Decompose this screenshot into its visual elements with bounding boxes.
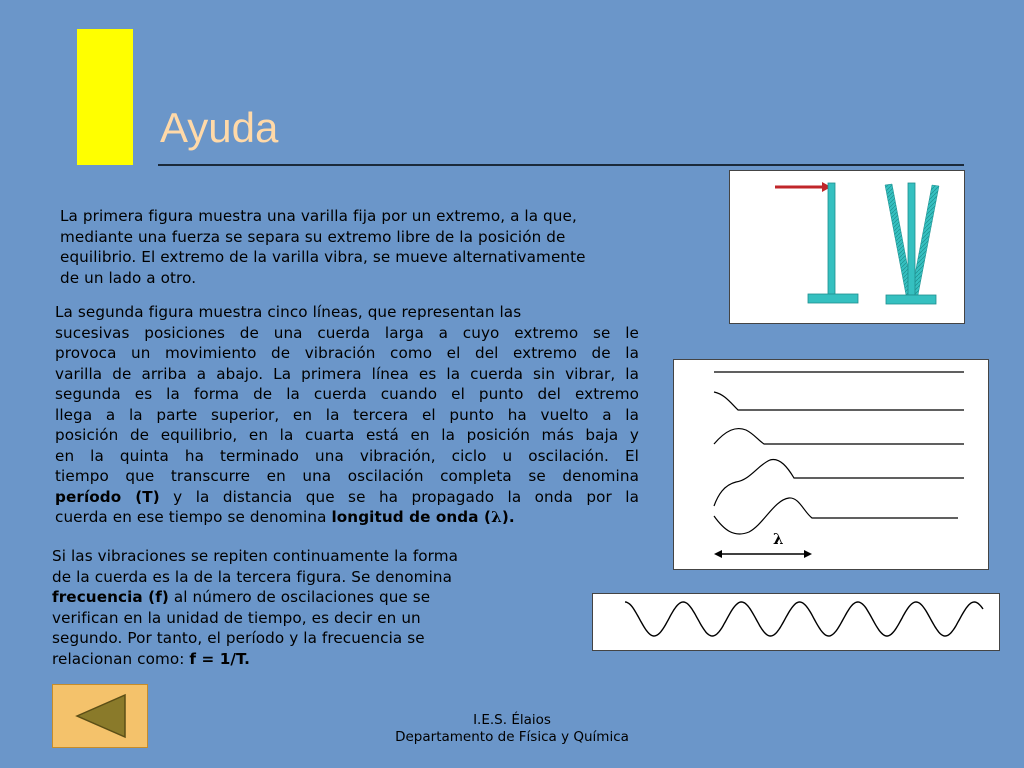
string-positions-illustration — [674, 360, 988, 569]
page-title: Ayuda — [160, 104, 279, 151]
text-line: verifican en la unidad de tiempo, es decir en un — [52, 608, 421, 627]
back-button[interactable] — [52, 684, 148, 748]
footer — [380, 712, 644, 746]
formula: f = 1/T. — [189, 649, 251, 668]
lambda-label: λ — [773, 530, 784, 548]
continuous-wave-illustration — [593, 594, 999, 650]
term-wavelength: longitud de onda (λ). — [331, 508, 515, 526]
rod-illustration — [730, 171, 964, 323]
text-line: La segunda figura muestra cinco líneas, que representan las — [55, 303, 522, 321]
wave-line — [625, 602, 983, 636]
rod-vibrating-icon — [885, 183, 939, 304]
text-line: sucesivas posiciones de una cuerda larga a cuyo extremo se le — [55, 323, 639, 342]
string-line-4 — [714, 459, 964, 506]
title-accent-bar — [77, 29, 133, 165]
force-arrow-icon — [775, 182, 831, 192]
text-line: equilibrio. El extremo de la varilla vibra, se mueve alternativamente — [60, 248, 586, 266]
text-line: relacionan como: f = 1/T. — [52, 649, 251, 668]
text-line: provoca un movimiento de vibración como el del extremo de la — [55, 344, 639, 362]
paragraph-string — [55, 302, 639, 528]
text-line: cuerda en ese tiempo se denomina longitud de onda (λ). — [55, 508, 515, 526]
paragraph-frequency — [52, 546, 512, 669]
string-line-5 — [714, 498, 958, 534]
text-line: período (T) y la distancia que se ha propagado la onda por la — [55, 487, 639, 506]
department-name: Departamento de Física y Química — [395, 729, 629, 745]
school-name: I.E.S. Élaios — [473, 712, 551, 728]
figure-string-positions — [673, 359, 989, 570]
text-line: varilla de arriba a abajo. La primera línea es la cuerda sin vibrar, la — [55, 364, 639, 383]
text-line: de la cuerda es la de la tercera figura. Se denomina — [52, 567, 453, 586]
text-line: La primera figura muestra una varilla fija por un extremo, a la que, — [60, 207, 577, 225]
figure-vibrating-rod — [729, 170, 965, 324]
rod-at-rest-icon — [808, 183, 858, 303]
text-line: segundo. Por tanto, el período y la frecuencia se — [52, 629, 425, 647]
text-line: frecuencia (f) al número de oscilaciones que se — [52, 588, 431, 606]
text-line: mediante una fuerza se separa su extremo libre de la posición de — [60, 227, 566, 246]
title-divider — [158, 164, 964, 166]
string-line-3 — [714, 429, 964, 444]
text-line: de un lado a otro. — [60, 268, 197, 287]
wavelength-arrow-icon — [714, 550, 812, 558]
text-line: segunda es la forma de la cuerda cuando el punto del extremo — [55, 385, 639, 403]
text-line: llega a la parte superior, en la tercera el punto ha vuelto a la — [55, 405, 639, 424]
text-line: posición de equilibrio, en la cuarta está en la posición más baja y — [55, 426, 639, 444]
term-period: período (T) — [55, 487, 160, 506]
text-line: en la quinta ha terminado una vibración, ciclo u oscilación. El — [55, 446, 639, 465]
text-line: Si las vibraciones se repiten continuamente la forma — [52, 547, 459, 565]
text-line: tiempo que transcurre en una oscilación completa se denomina — [55, 467, 639, 485]
figure-continuous-wave — [592, 593, 1000, 651]
paragraph-rod — [60, 206, 650, 288]
term-frequency: frecuencia (f) — [52, 588, 169, 606]
triangle-left-icon — [53, 685, 147, 747]
string-line-2 — [714, 392, 964, 410]
